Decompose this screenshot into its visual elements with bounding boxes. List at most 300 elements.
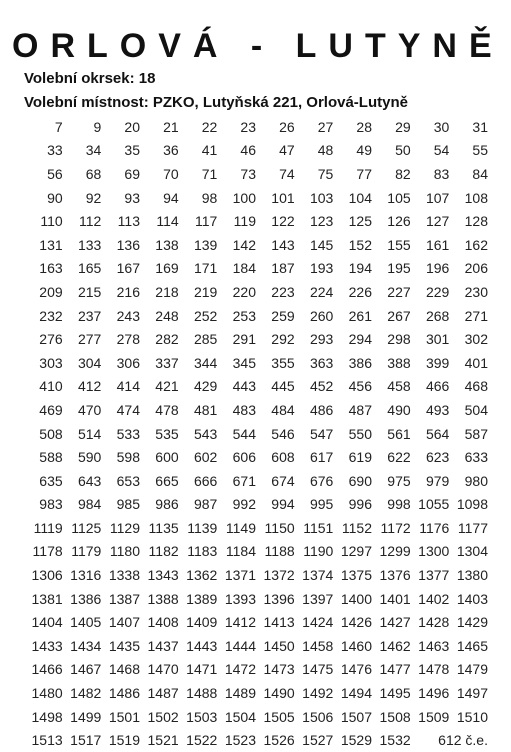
house-number: 1443 <box>186 637 218 654</box>
house-number: 984 <box>77 496 102 513</box>
house-number: 602 <box>193 449 218 466</box>
house-number: 1428 <box>418 614 450 631</box>
house-number: 23 <box>240 118 256 135</box>
page-title: ORLOVÁ - LUTYNĚ <box>12 27 504 65</box>
house-number: 1465 <box>456 637 488 654</box>
house-number: 1509 <box>418 708 450 725</box>
house-number: 123 <box>309 213 334 230</box>
house-number: 77 <box>356 165 372 182</box>
house-number: 1176 <box>419 519 450 536</box>
house-number: 1098 <box>456 496 488 513</box>
house-number: 75 <box>317 165 334 182</box>
house-number: 564 <box>425 425 450 442</box>
house-number: 1444 <box>224 637 256 654</box>
house-number: 74 <box>279 165 295 182</box>
house-number: 259 <box>271 307 295 324</box>
number-row <box>24 493 488 517</box>
house-number: 980 <box>464 472 488 489</box>
house-number: 101 <box>271 189 295 206</box>
house-number: 131 <box>39 236 63 253</box>
house-number: 543 <box>193 425 218 442</box>
house-number: 504 <box>464 401 488 418</box>
house-number: 466 <box>425 378 450 395</box>
polling-room-label: Volební místnost: PZKO, Lutyňská 221, Orlová-Lutyně <box>24 94 408 111</box>
house-number: 1498 <box>31 708 63 725</box>
number-row <box>24 398 488 422</box>
house-number: 68 <box>85 165 102 182</box>
house-number: 143 <box>271 236 295 253</box>
house-number: 104 <box>348 189 372 206</box>
house-number: 49 <box>356 142 372 159</box>
house-number: 282 <box>155 331 179 348</box>
house-number: 1463 <box>418 637 450 654</box>
house-number: 112 <box>79 213 102 230</box>
house-number: 998 <box>387 496 411 513</box>
house-number: 107 <box>425 189 450 206</box>
house-number: 56 <box>47 165 63 182</box>
number-row <box>24 516 488 540</box>
house-number: 1437 <box>147 637 179 654</box>
house-number: 136 <box>116 236 140 253</box>
house-number: 619 <box>348 449 372 466</box>
house-number: 1412 <box>224 614 256 631</box>
house-number: 622 <box>387 449 411 466</box>
house-number: 1519 <box>108 732 140 749</box>
number-row <box>24 351 488 375</box>
house-number: 218 <box>155 283 179 300</box>
house-number: 986 <box>155 496 179 513</box>
house-number: 1152 <box>341 519 372 536</box>
house-number: 1151 <box>303 519 334 536</box>
house-number: 301 <box>425 331 450 348</box>
house-number: 1471 <box>186 661 218 678</box>
house-number: 82 <box>395 165 411 182</box>
house-number: 1149 <box>225 519 256 536</box>
house-number: 1532 <box>379 732 411 749</box>
house-number: 1505 <box>263 708 295 725</box>
house-number: 484 <box>271 401 295 418</box>
house-number: 561 <box>387 425 411 442</box>
house-number: 1497 <box>456 685 488 702</box>
house-number: 1401 <box>379 590 411 607</box>
house-number: 994 <box>271 496 295 513</box>
house-number: 9 <box>93 118 102 135</box>
house-number: 267 <box>387 307 411 324</box>
house-number: 187 <box>271 260 295 277</box>
house-number: 443 <box>232 378 256 395</box>
house-number: 206 <box>464 260 488 277</box>
house-number: 209 <box>39 283 63 300</box>
house-number: 1183 <box>187 543 218 560</box>
house-number: 1513 <box>31 732 63 749</box>
house-number: 1496 <box>418 685 450 702</box>
house-number: 1386 <box>70 590 102 607</box>
house-number: 1482 <box>70 685 102 702</box>
house-number: 302 <box>464 331 488 348</box>
house-number: 292 <box>271 331 295 348</box>
house-number: 223 <box>271 283 295 300</box>
house-number: 544 <box>232 425 256 442</box>
house-number: 608 <box>271 449 295 466</box>
house-number: 469 <box>39 401 63 418</box>
house-number: 1427 <box>379 614 411 631</box>
house-number: 1499 <box>70 708 102 725</box>
number-row <box>24 280 488 304</box>
house-number: 55 <box>472 142 488 159</box>
house-number: 92 <box>85 189 102 206</box>
house-number: 1177 <box>457 519 488 536</box>
house-number: 171 <box>193 260 218 277</box>
house-number: 252 <box>193 307 218 324</box>
house-number: 26 <box>279 118 295 135</box>
house-number: 588 <box>39 449 63 466</box>
house-number: 232 <box>39 307 63 324</box>
house-number: 193 <box>309 260 334 277</box>
house-number: 303 <box>39 354 63 371</box>
house-number: 490 <box>387 401 411 418</box>
house-number: 1507 <box>340 708 372 725</box>
house-number: 142 <box>232 236 256 253</box>
house-number: 1396 <box>263 590 295 607</box>
house-number: 606 <box>232 449 256 466</box>
house-number: 1526 <box>263 732 295 749</box>
house-number: 337 <box>155 354 179 371</box>
house-number: 165 <box>77 260 102 277</box>
house-number: 70 <box>163 165 179 182</box>
house-number: 468 <box>464 378 488 395</box>
house-number: 1374 <box>302 567 334 584</box>
house-number: 1517 <box>70 732 102 749</box>
house-number: 293 <box>309 331 334 348</box>
house-number: 598 <box>116 449 140 466</box>
number-row <box>24 681 488 705</box>
house-number: 1488 <box>186 685 218 702</box>
house-number: 1190 <box>303 543 334 560</box>
house-number: 345 <box>232 354 256 371</box>
house-number: 388 <box>387 354 411 371</box>
house-number: 226 <box>348 283 372 300</box>
number-row <box>24 728 488 752</box>
house-number: 195 <box>387 260 411 277</box>
house-number: 1489 <box>224 685 256 702</box>
house-number: 1377 <box>418 567 450 584</box>
house-number: 108 <box>464 189 488 206</box>
house-number: 452 <box>309 378 334 395</box>
house-number: 1371 <box>224 567 256 584</box>
house-number: 456 <box>348 378 372 395</box>
number-row <box>24 209 488 233</box>
house-number: 1338 <box>108 567 140 584</box>
house-number: 139 <box>193 236 218 253</box>
house-number: 535 <box>155 425 179 442</box>
house-number: 344 <box>193 354 218 371</box>
house-number: 429 <box>193 378 218 395</box>
house-number: 470 <box>77 401 102 418</box>
house-number: 122 <box>271 213 295 230</box>
house-number: 458 <box>387 378 411 395</box>
house-number: 1402 <box>418 590 450 607</box>
house-number: 271 <box>464 307 488 324</box>
house-number: 1495 <box>379 685 411 702</box>
house-number: 1424 <box>302 614 334 631</box>
house-number: 1362 <box>186 567 218 584</box>
number-row <box>24 563 488 587</box>
house-number: 671 <box>232 472 256 489</box>
house-number: 1475 <box>302 661 334 678</box>
number-row <box>24 304 488 328</box>
house-number: 1472 <box>224 661 256 678</box>
house-number: 1139 <box>187 519 218 536</box>
house-number: 260 <box>309 307 334 324</box>
house-number: 93 <box>124 189 140 206</box>
house-number: 1376 <box>379 567 411 584</box>
house-number: 169 <box>155 260 179 277</box>
house-number: 995 <box>309 496 334 513</box>
house-number: 36 <box>163 142 179 159</box>
house-number: 1381 <box>31 590 63 607</box>
house-number: 304 <box>77 354 102 371</box>
house-number: 996 <box>348 496 372 513</box>
house-number: 1129 <box>109 519 140 536</box>
house-number: 1408 <box>147 614 179 631</box>
house-number: 1527 <box>302 732 334 749</box>
house-number: 1522 <box>186 732 218 749</box>
house-number: 1182 <box>148 543 179 560</box>
house-number: 117 <box>195 213 218 230</box>
house-number: 126 <box>387 213 411 230</box>
house-number: 1380 <box>456 567 488 584</box>
house-number: 216 <box>116 283 140 300</box>
house-number: 1403 <box>456 590 488 607</box>
house-number: 1393 <box>224 590 256 607</box>
house-number: 1494 <box>340 685 372 702</box>
house-number: 975 <box>387 472 411 489</box>
house-number: 277 <box>77 331 102 348</box>
house-number: 487 <box>348 401 372 418</box>
house-number: 219 <box>193 283 218 300</box>
number-row <box>24 327 488 351</box>
house-number: 690 <box>348 472 372 489</box>
house-number: 1188 <box>264 543 295 560</box>
house-number: 294 <box>348 331 372 348</box>
house-number: 47 <box>279 142 295 159</box>
house-number: 363 <box>309 354 334 371</box>
house-number: 21 <box>163 118 179 135</box>
house-number: 1172 <box>380 519 411 536</box>
house-number: 278 <box>116 331 140 348</box>
house-number: 486 <box>309 401 334 418</box>
house-number: 196 <box>425 260 450 277</box>
house-number: 1426 <box>340 614 372 631</box>
house-number: 119 <box>233 213 256 230</box>
house-number: 1458 <box>302 637 334 654</box>
house-number: 31 <box>472 118 488 135</box>
house-number: 152 <box>348 236 372 253</box>
house-number: 1478 <box>418 661 450 678</box>
house-number: 635 <box>39 472 63 489</box>
house-number: 29 <box>395 118 411 135</box>
house-number: 105 <box>387 189 411 206</box>
house-number: 98 <box>201 189 218 206</box>
house-number: 20 <box>124 118 140 135</box>
house-number: 1504 <box>224 708 256 725</box>
house-number: 1450 <box>263 637 295 654</box>
house-number: 1404 <box>31 614 63 631</box>
district-label: Volební okrsek: 18 <box>24 70 156 87</box>
house-number: 114 <box>156 213 179 230</box>
number-row <box>24 610 488 634</box>
house-number: 230 <box>464 283 488 300</box>
house-number: 1388 <box>147 590 179 607</box>
house-number: 285 <box>193 331 218 348</box>
house-number: 1125 <box>71 519 102 536</box>
house-number: 1467 <box>70 661 102 678</box>
house-number: 412 <box>77 378 102 395</box>
house-number: 1343 <box>147 567 179 584</box>
house-number: 1470 <box>147 661 179 678</box>
house-number: 268 <box>425 307 450 324</box>
house-number: 167 <box>116 260 140 277</box>
house-number: 248 <box>155 307 179 324</box>
house-number: 54 <box>433 142 450 159</box>
house-number: 28 <box>356 118 372 135</box>
house-number: 1184 <box>225 543 256 560</box>
house-number: 1510 <box>456 708 488 725</box>
house-number: 1487 <box>147 685 179 702</box>
house-number: 227 <box>387 283 411 300</box>
house-number: 261 <box>348 307 372 324</box>
house-number: 1468 <box>108 661 140 678</box>
house-number: 133 <box>77 236 102 253</box>
house-number: 666 <box>193 472 218 489</box>
house-number: 84 <box>472 165 488 182</box>
house-number: 1375 <box>340 567 372 584</box>
house-number: 110 <box>40 213 63 230</box>
house-number: 224 <box>309 283 334 300</box>
house-number: 676 <box>309 472 334 489</box>
house-number: 71 <box>201 165 218 182</box>
house-number: 33 <box>47 142 63 159</box>
house-number: 145 <box>309 236 334 253</box>
house-number: 1297 <box>340 543 372 560</box>
house-number: 46 <box>240 142 256 159</box>
house-number: 1405 <box>70 614 102 631</box>
number-row <box>24 162 488 186</box>
house-number: 1178 <box>32 543 63 560</box>
house-number: 445 <box>271 378 295 395</box>
house-number: 48 <box>317 142 334 159</box>
house-number: 100 <box>232 189 256 206</box>
house-number: 1413 <box>263 614 295 631</box>
house-number: 1506 <box>302 708 334 725</box>
house-number: 1179 <box>71 543 102 560</box>
house-number: 1409 <box>186 614 218 631</box>
house-number: 1299 <box>379 543 411 560</box>
house-number: 69 <box>124 165 140 182</box>
house-number: 194 <box>348 260 372 277</box>
house-number: 243 <box>116 307 140 324</box>
house-number: 1180 <box>109 543 140 560</box>
house-number: 215 <box>77 283 102 300</box>
house-number: 410 <box>39 378 63 395</box>
house-number: 22 <box>201 118 218 135</box>
house-number: 1055 <box>418 496 450 513</box>
house-number: 478 <box>155 401 179 418</box>
house-number: 1119 <box>33 519 63 536</box>
house-number: 1480 <box>31 685 63 702</box>
house-number: 1508 <box>379 708 411 725</box>
house-number: 41 <box>201 142 218 159</box>
house-number: 50 <box>395 142 411 159</box>
number-row <box>24 445 488 469</box>
house-number: 612 č.e. <box>438 732 488 749</box>
house-number: 1400 <box>340 590 372 607</box>
house-number: 253 <box>232 307 256 324</box>
house-number: 1501 <box>108 708 140 725</box>
house-number: 1429 <box>456 614 488 631</box>
house-number: 421 <box>155 378 179 395</box>
house-number: 276 <box>39 331 63 348</box>
house-number: 1490 <box>263 685 295 702</box>
house-number: 623 <box>425 449 450 466</box>
house-number: 1304 <box>456 543 488 560</box>
house-number: 1306 <box>31 567 63 584</box>
house-number: 1521 <box>147 732 179 749</box>
house-number: 590 <box>77 449 102 466</box>
house-number: 306 <box>116 354 140 371</box>
house-number: 983 <box>39 496 63 513</box>
house-number: 1433 <box>31 637 63 654</box>
house-number: 1407 <box>108 614 140 631</box>
house-number: 1523 <box>224 732 256 749</box>
house-number: 355 <box>271 354 295 371</box>
house-number: 34 <box>85 142 102 159</box>
house-number: 125 <box>348 213 372 230</box>
house-number: 1503 <box>186 708 218 725</box>
house-number: 987 <box>193 496 218 513</box>
house-number: 1502 <box>147 708 179 725</box>
house-number: 1477 <box>379 661 411 678</box>
house-number: 985 <box>116 496 140 513</box>
number-row <box>24 540 488 564</box>
house-number: 298 <box>387 331 411 348</box>
house-number: 550 <box>348 425 372 442</box>
house-number: 35 <box>124 142 140 159</box>
number-row <box>24 257 488 281</box>
house-number: 163 <box>39 260 63 277</box>
house-number: 665 <box>155 472 179 489</box>
house-number: 401 <box>464 354 488 371</box>
house-number: 1434 <box>70 637 102 654</box>
house-number: 1476 <box>340 661 372 678</box>
number-row <box>24 115 488 139</box>
house-number: 674 <box>271 472 295 489</box>
number-row <box>24 634 488 658</box>
house-number: 493 <box>425 401 450 418</box>
house-number: 587 <box>464 425 488 442</box>
house-number: 161 <box>425 236 450 253</box>
house-number: 113 <box>117 213 140 230</box>
house-number: 600 <box>155 449 179 466</box>
house-number: 30 <box>433 118 450 135</box>
number-row <box>24 375 488 399</box>
house-number: 155 <box>387 236 411 253</box>
house-number: 1492 <box>302 685 334 702</box>
number-row <box>24 233 488 257</box>
house-number: 474 <box>116 401 140 418</box>
house-number: 386 <box>348 354 372 371</box>
number-row <box>24 587 488 611</box>
